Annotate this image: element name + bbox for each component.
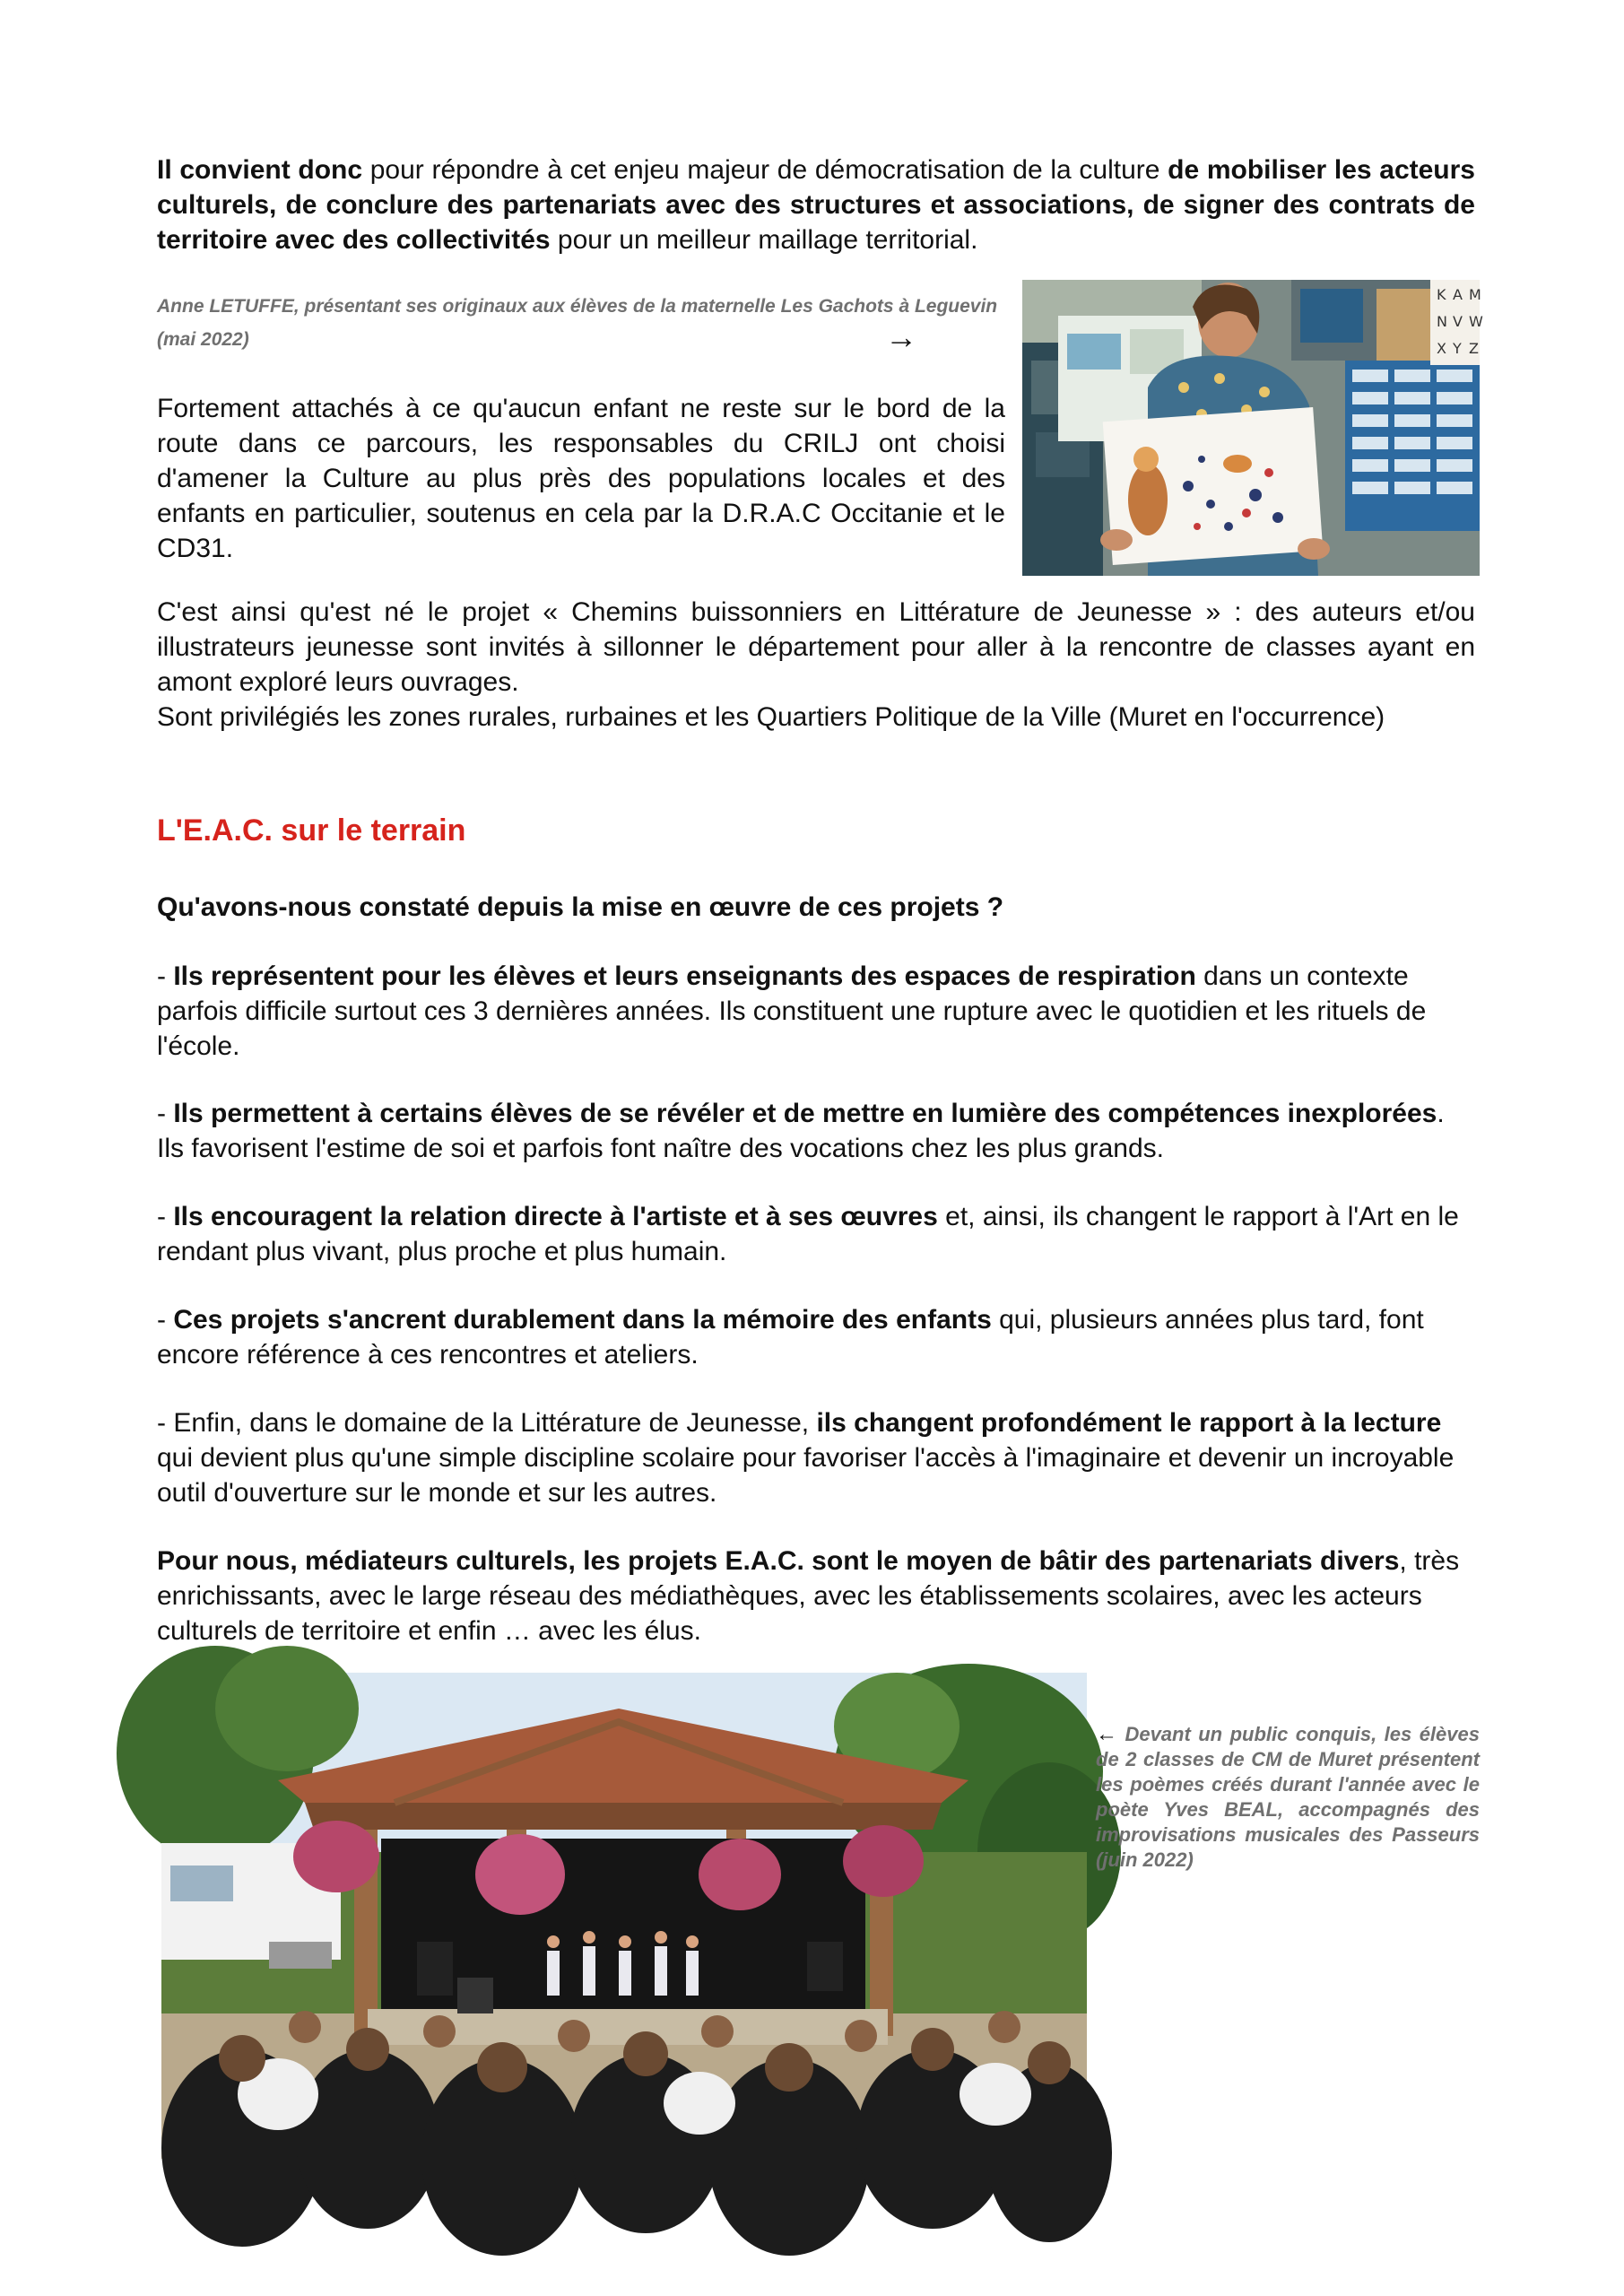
bullet-text: qui devient plus qu'une simple discipline scolaire pour favoriser l'accès à l'imaginaire et devenir un incroyable outil d'ouverture sur le monde et sur les autres.: [157, 1443, 1455, 1508]
bullet-text: dans un contexte parfois difficile surtout ces 3 dernières années. Ils constituent une rupture avec le quotidien et les rituels de l'école.: [157, 961, 1427, 1061]
board-letter: V: [1453, 313, 1463, 330]
section-question: Qu'avons-nous constaté depuis la mise en œuvre de ces projets ?: [157, 892, 1004, 922]
photo-bandstand-performance: [161, 1673, 1087, 2159]
photo2-caption-text: Devant un public conquis, les élèves de 2 classes de CM de Muret présentent les poèmes créés durant l'année avec le poète Yves BEAL, accompagnés des improvisations musicales des Passeurs (juin 2022): [1096, 1723, 1480, 1871]
projet-text-2: Sont privilégiés les zones rurales, rurbaines et les Quartiers Politique de la Ville (Muret en l'occurrence): [157, 702, 1385, 732]
bullet-bold: Ces projets s'ancrent durablement dans la mémoire des enfants: [173, 1305, 992, 1335]
board-letter: Z: [1469, 340, 1479, 357]
intro-bold-2: de mobiliser les acteurs culturels, de conclure des partenariats avec des structures et associations, de signer des contrats de territoire avec des collectivités: [157, 155, 1475, 255]
crilj-paragraph: Fortement attachés à ce qu'aucun enfant ne reste sur le bord de la route dans ce parcours, les responsables du CRILJ ont choisi d'amener la Culture au plus près des populations locales et des enfants en particulier, soutenus en cela par la D.R.A.C Occitanie et le CD31.: [157, 394, 1005, 563]
conclusion-text: , très enrichissants, avec le large réseau des médiathèques, avec les établissements scolaires, avec les acteurs culturels de territoire et enfin … avec les élus.: [157, 1546, 1460, 1646]
bullet-dash: -: [157, 1305, 174, 1335]
intro-text-1: pour répondre à cet enjeu majeur de démocratisation de la culture: [362, 155, 1168, 185]
bullet-bold: Ils permettent à certains élèves de se révéler et de mettre en lumière des compétences inexplorées: [173, 1099, 1437, 1128]
intro-bold-1: Il convient donc: [157, 155, 363, 185]
photo2-caption: [1096, 1722, 1480, 1873]
bullet-item: [157, 1199, 1475, 1269]
board-letter: N: [1437, 313, 1447, 330]
board-letter: X: [1437, 340, 1446, 357]
photo1-caption: [157, 290, 1018, 356]
right-arrow-icon: →: [885, 318, 917, 355]
bullet-bold: Ils encouragent la relation directe à l'artiste et à ses œuvres: [173, 1202, 938, 1231]
board-letter: Y: [1453, 340, 1462, 357]
board-letter: W: [1469, 313, 1483, 330]
bullet-item: [157, 1405, 1475, 1510]
bullet-item: [157, 1302, 1475, 1372]
bullet-item: [157, 1096, 1475, 1166]
conclusion-bold: Pour nous, médiateurs culturels, les projets E.A.C. sont le moyen de bâtir des partenariats divers: [157, 1546, 1400, 1576]
section-heading: L'E.A.C. sur le terrain: [157, 813, 466, 848]
bullet-item: [157, 959, 1475, 1064]
conclusion-paragraph: [157, 1544, 1475, 1648]
bullet-dash: -: [157, 1099, 174, 1128]
bullet-text: - Enfin, dans le domaine de la Littérature de Jeunesse,: [157, 1408, 817, 1438]
board-letter: A: [1453, 286, 1463, 303]
bullet-dash: -: [157, 1202, 174, 1231]
board-letter: K: [1437, 286, 1446, 303]
intro-paragraph: [157, 152, 1475, 257]
projet-paragraph: [157, 595, 1475, 735]
photo-illustrator-classroom: [1022, 280, 1483, 576]
left-arrow-icon: ←: [1096, 1722, 1117, 1746]
bullet-bold: Ils représentent pour les élèves et leurs enseignants des espaces de respiration: [173, 961, 1196, 991]
bullet-dash: -: [157, 961, 174, 991]
bullet-text: . Ils favorisent l'estime de soi et parfois font naître des vocations chez les plus grands.: [157, 1099, 1445, 1163]
bullet-bold: ils changent profondément le rapport à la lecture: [816, 1408, 1442, 1438]
bullet-text: qui, plusieurs années plus tard, font encore référence à ces rencontres et ateliers.: [157, 1305, 1424, 1370]
projet-text-1: C'est ainsi qu'est né le projet « Chemins buissonniers en Littérature de Jeunesse » : des auteurs et/ou illustrateurs jeunesse sont invités à sillonner le département pour aller à la rencontre de classes ayant en amont exploré leurs ouvrages.: [157, 597, 1475, 697]
board-letter: M: [1469, 286, 1481, 303]
photo1-caption-text: Anne LETUFFE, présentant ses originaux aux élèves de la maternelle Les Gachots à Leguevin (mai 2022): [157, 296, 998, 350]
intro-text-2: pour un meilleur maillage territorial.: [550, 225, 978, 255]
bullet-text: et, ainsi, ils changent le rapport à l'Art en le rendant plus vivant, plus proche et plus humain.: [157, 1202, 1459, 1266]
